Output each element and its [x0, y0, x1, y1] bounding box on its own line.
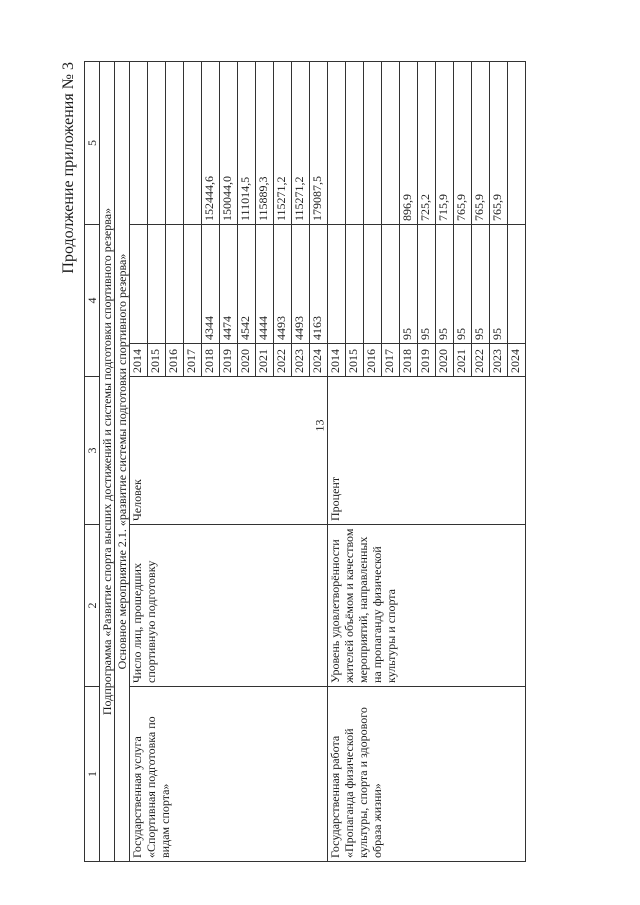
- year-cell: 2016: [364, 344, 382, 377]
- value-cell: [346, 225, 364, 344]
- header-cell: 5: [85, 62, 100, 225]
- cost-cell: 179087,5: [310, 62, 328, 225]
- year-cell: 2024: [310, 344, 328, 377]
- unit-cell: Процент: [328, 377, 526, 525]
- cost-cell: [166, 62, 184, 225]
- header-cell: 3: [85, 377, 100, 525]
- cost-cell: 150044,0: [220, 62, 238, 225]
- value-cell: 95: [472, 225, 490, 344]
- header-row: [85, 62, 100, 862]
- year-cell: 2020: [436, 344, 454, 377]
- value-cell: 95: [490, 225, 508, 344]
- value-cell: 95: [436, 225, 454, 344]
- cost-cell: 115271,2: [274, 62, 292, 225]
- cost-cell: 725,2: [418, 62, 436, 225]
- cost-cell: [346, 62, 364, 225]
- year-cell: 2015: [148, 344, 166, 377]
- year-cell: 2022: [274, 344, 292, 377]
- rotated-table-page: [60, 62, 580, 862]
- table-row: [328, 62, 346, 862]
- table-row: [130, 62, 148, 862]
- cost-cell: [130, 62, 148, 225]
- service-name: Государственная услуга «Спортивная подготовка по видам спорта»: [130, 687, 328, 862]
- value-cell: 4493: [274, 225, 292, 344]
- cost-cell: 115889,3: [256, 62, 274, 225]
- value-cell: 4474: [220, 225, 238, 344]
- cost-cell: [184, 62, 202, 225]
- service-name: Государственная работа «Пропаганда физической культуры, спорта и здорового образа жизни»: [328, 687, 526, 862]
- year-cell: 2018: [202, 344, 220, 377]
- year-cell: 2016: [166, 344, 184, 377]
- subprogram-row: [100, 62, 115, 862]
- year-cell: 2021: [454, 344, 472, 377]
- page-number: 13: [312, 419, 327, 432]
- year-cell: 2019: [220, 344, 238, 377]
- cost-cell: 765,9: [454, 62, 472, 225]
- value-cell: [508, 225, 526, 344]
- cost-cell: 115271,2: [292, 62, 310, 225]
- value-cell: 95: [418, 225, 436, 344]
- cost-cell: 896,9: [400, 62, 418, 225]
- indicator-name: Число лиц, прошедших спортивную подготовку: [130, 525, 328, 687]
- year-cell: 2024: [508, 344, 526, 377]
- value-cell: [148, 225, 166, 344]
- value-cell: 4542: [238, 225, 256, 344]
- cost-cell: 111014,5: [238, 62, 256, 225]
- year-cell: 2014: [328, 344, 346, 377]
- value-cell: [184, 225, 202, 344]
- measure-title: Основное мероприятие 2.1. «развитие системы подготовки спортивного резерва»: [115, 62, 130, 862]
- cost-cell: [364, 62, 382, 225]
- year-cell: 2018: [400, 344, 418, 377]
- year-cell: 2022: [472, 344, 490, 377]
- value-cell: [328, 225, 346, 344]
- header-cell: 2: [85, 525, 100, 687]
- value-cell: 4493: [292, 225, 310, 344]
- continuation-note: Продолжение приложения № 3: [60, 62, 77, 274]
- cost-cell: [148, 62, 166, 225]
- value-cell: 4344: [202, 225, 220, 344]
- year-cell: 2021: [256, 344, 274, 377]
- year-cell: 2019: [418, 344, 436, 377]
- value-cell: [166, 225, 184, 344]
- year-cell: 2020: [238, 344, 256, 377]
- cost-cell: [328, 62, 346, 225]
- year-cell: 2015: [346, 344, 364, 377]
- measure-row: [115, 62, 130, 862]
- header-cell: 1: [85, 687, 100, 862]
- cost-cell: 715,9: [436, 62, 454, 225]
- value-cell: 95: [400, 225, 418, 344]
- cost-cell: [508, 62, 526, 225]
- cost-cell: [382, 62, 400, 225]
- value-cell: 4444: [256, 225, 274, 344]
- value-cell: 4163: [310, 225, 328, 344]
- value-cell: [364, 225, 382, 344]
- value-cell: [130, 225, 148, 344]
- subprogram-title: Подпрограмма «Развитие спорта высших достижений и системы подготовки спортивного резерва»: [100, 62, 115, 862]
- unit-cell: Человек: [130, 377, 328, 525]
- year-cell: 2023: [490, 344, 508, 377]
- value-cell: [382, 225, 400, 344]
- cost-cell: 765,9: [490, 62, 508, 225]
- year-cell: 2017: [382, 344, 400, 377]
- value-cell: 95: [454, 225, 472, 344]
- data-table: [84, 61, 526, 862]
- header-cell: 4: [85, 225, 100, 377]
- cost-cell: 765,9: [472, 62, 490, 225]
- year-cell: 2023: [292, 344, 310, 377]
- year-cell: 2014: [130, 344, 148, 377]
- indicator-name: Уровень удовлетворённости жителей объёмом и качеством мероприятий, направленных на пропаганду физической культуры и спорта: [328, 525, 526, 687]
- cost-cell: 152444,6: [202, 62, 220, 225]
- year-cell: 2017: [184, 344, 202, 377]
